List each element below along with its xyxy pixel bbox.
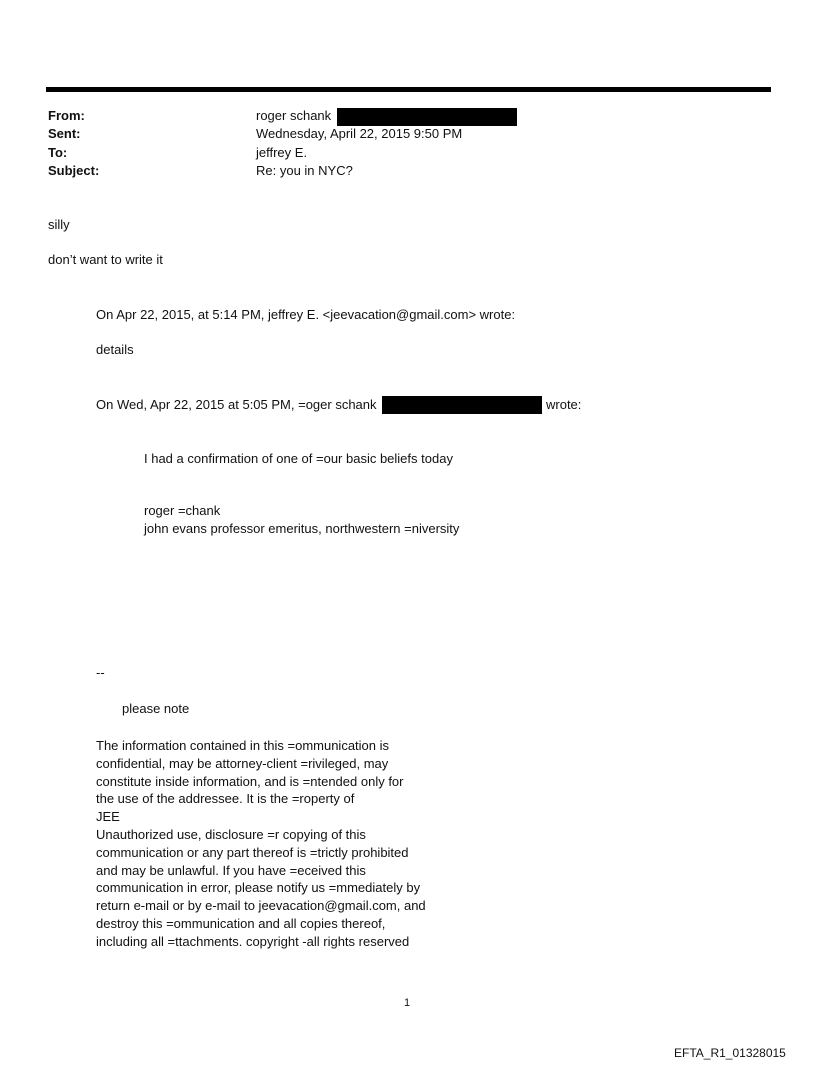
to-value: jeffrey E. [256, 145, 308, 160]
disclaimer-line: destroy this =ommunication and all copies thereof, [96, 915, 386, 931]
document-id: EFTA_R1_01328015 [674, 1046, 786, 1060]
to-label: To: [48, 145, 68, 160]
subject-label: Subject: [48, 163, 100, 178]
disclaimer-line: The information contained in this =ommunication is [96, 738, 390, 753]
redaction-bar [382, 396, 542, 414]
disclaimer-line: communication in error, please notify us =mmediately by [96, 880, 421, 896]
quote2-attribution-suffix: wrote: [546, 397, 582, 412]
disclaimer-line: return e-mail or by e-mail to jeevacation@gmail.com, and [96, 898, 426, 914]
disclaimer-paragraph [96, 737, 456, 951]
disclaimer-line: communication or any part thereof is =trictly prohibited [96, 844, 409, 860]
disclaimer-line: and may be unlawful. If you have =eceived this [96, 862, 366, 878]
redaction-bar [337, 108, 517, 126]
separator-dashes: -- [96, 665, 105, 680]
quote1-text: details [96, 342, 134, 357]
body-line-2: don’t want to write it [48, 252, 163, 267]
signature-title: john evans professor emeritus, northwestern =niversity [144, 521, 460, 536]
disclaimer-line: including all =ttachments. copyright -all rights reserved [96, 933, 410, 949]
body-line-1: silly [48, 217, 70, 232]
quote1-attribution: On Apr 22, 2015, at 5:14 PM, jeffrey E. <jeevacation@gmail.com> wrote: [96, 307, 516, 322]
page-number: 1 [404, 997, 411, 1009]
header-divider [46, 87, 771, 92]
disclaimer-line: confidential, may be attorney-client =rivileged, may [96, 755, 389, 771]
subject-value: Re: you in NYC? [256, 163, 353, 178]
disclaimer-line: constitute inside information, and is =ntended only for [96, 773, 404, 789]
please-note: please note [122, 701, 190, 716]
disclaimer-line: JEE [96, 809, 120, 825]
from-label: From: [48, 108, 85, 123]
signature-name: roger =chank [144, 503, 221, 518]
from-value: roger schank [256, 108, 332, 123]
disclaimer-line: the use of the addressee. It is the =roperty of [96, 791, 355, 807]
sent-label: Sent: [48, 126, 81, 141]
quote2-attribution-prefix: On Wed, Apr 22, 2015 at 5:05 PM, =oger schank [96, 397, 377, 412]
disclaimer-line: Unauthorized use, disclosure =r copying of this [96, 826, 366, 842]
quote2-text: I had a confirmation of one of =our basic beliefs today [144, 451, 453, 466]
sent-value: Wednesday, April 22, 2015 9:50 PM [256, 126, 463, 141]
